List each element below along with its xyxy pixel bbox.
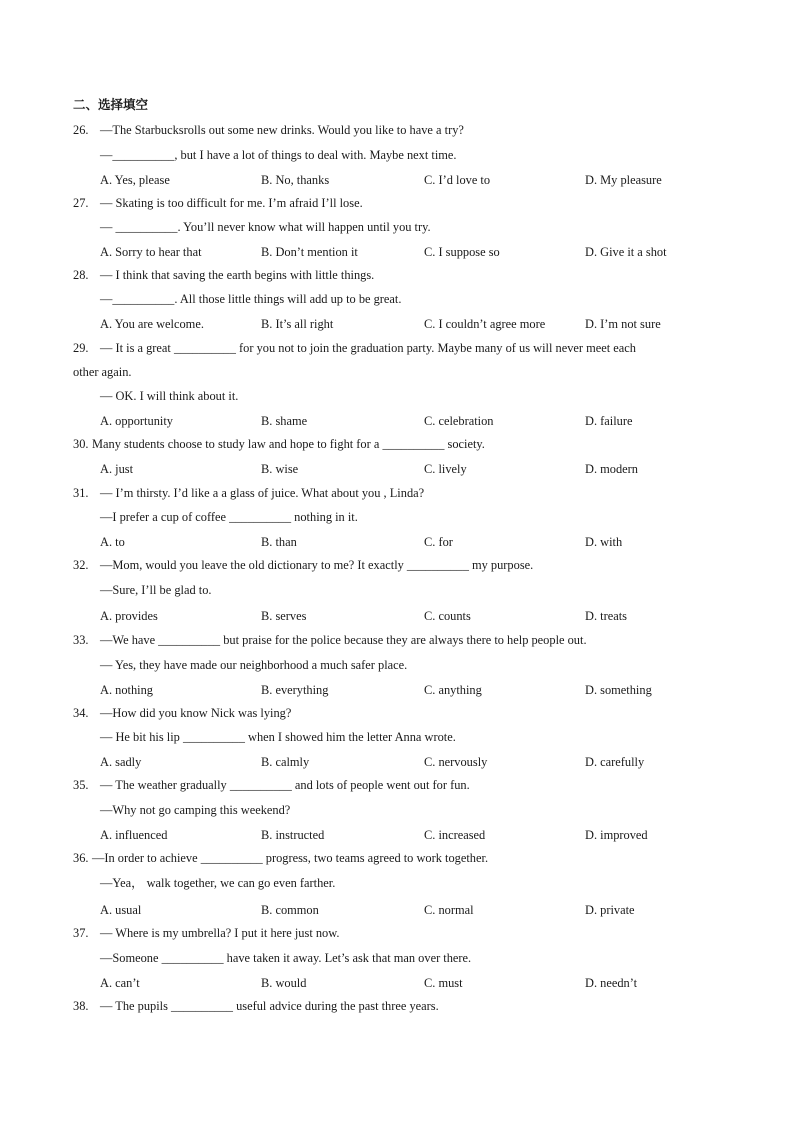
answer-option: D. failure [585,414,633,428]
answer-option: C. nervously [424,755,488,769]
answer-option: D. improved [585,828,648,842]
question-number: 30. [73,437,89,451]
answer-option: B. wise [261,462,299,476]
answer-option: B. instructed [261,828,325,842]
answer-option: B. It’s all right [261,317,334,331]
question-text-line: — I’m thirsty. I’d like a a glass of juice. What about you , Linda? [100,486,425,500]
question-text-line: —In order to achieve __________ progress, two teams agreed to work together. [92,851,489,865]
answer-option: B. than [261,535,297,549]
answer-option: A. can’t [100,976,140,990]
question-text-line: —__________. All those little things will add up to be great. [100,292,402,306]
question-text-line: — Yes, they have made our neighborhood a much safer place. [100,658,408,672]
question-text-line: — Skating is too difficult for me. I’m afraid I’ll lose. [100,196,363,210]
answer-option: D. private [585,903,635,917]
question-number: 32. [73,558,89,572]
question-number: 26. [73,123,89,137]
question-text-line: —How did you know Nick was lying? [100,706,292,720]
question-number: 28. [73,268,89,282]
question-text-line: — OK. I will think about it. [100,389,239,403]
question-text-line: —Yea， walk together, we can go even farther. [100,876,336,890]
answer-option: D. carefully [585,755,645,769]
answer-option: B. Don’t mention it [261,245,358,259]
answer-option: A. usual [100,903,142,917]
answer-option: A. provides [100,609,158,623]
answer-option: A. Sorry to hear that [100,245,202,259]
question-text-line: —Why not go camping this weekend? [100,803,291,817]
answer-option: B. calmly [261,755,310,769]
answer-option: D. Give it a shot [585,245,667,259]
question-text-line: —Mom, would you leave the old dictionary to me? It exactly __________ my purpose. [100,558,534,572]
question-text-line: —__________, but I have a lot of things to deal with. Maybe next time. [100,148,457,162]
question-text-line: — It is a great __________ for you not to join the graduation party. Maybe many of us will never meet each [100,341,636,355]
answer-option: C. I’d love to [424,173,491,187]
section-title: 二、选择填空 [73,97,149,112]
answer-option: D. modern [585,462,638,476]
question-number: 34. [73,706,89,720]
answer-option: B. would [261,976,307,990]
answer-option: C. I couldn’t agree more [424,317,546,331]
answer-option: D. needn’t [585,976,638,990]
answer-option: C. for [424,535,453,549]
answer-option: C. must [424,976,463,990]
answer-option: C. counts [424,609,471,623]
answer-option: B. serves [261,609,307,623]
question-number: 29. [73,341,89,355]
question-text-line: — The pupils __________ useful advice during the past three years. [100,999,439,1013]
question-number: 38. [73,999,89,1013]
answer-option: C. normal [424,903,474,917]
answer-option: C. increased [424,828,486,842]
answer-option: D. something [585,683,652,697]
question-text-line: — __________. You’ll never know what will happen until you try. [100,220,431,234]
answer-option: B. No, thanks [261,173,330,187]
question-text-line: — He bit his lip __________ when I showed him the letter Anna wrote. [100,730,456,744]
answer-option: A. to [100,535,125,549]
answer-option: B. everything [261,683,329,697]
answer-option: C. anything [424,683,482,697]
answer-option: B. common [261,903,319,917]
answer-option: C. lively [424,462,467,476]
question-text-line: —I prefer a cup of coffee __________ nothing in it. [100,510,358,524]
question-text-line: — I think that saving the earth begins with little things. [100,268,375,282]
answer-option: A. opportunity [100,414,173,428]
answer-option: A. sadly [100,755,142,769]
answer-option: A. just [100,462,134,476]
answer-option: A. You are welcome. [100,317,204,331]
answer-option: C. celebration [424,414,494,428]
question-number: 35. [73,778,89,792]
question-text-line: —Someone __________ have taken it away. Let’s ask that man over there. [100,951,472,965]
answer-option: D. with [585,535,623,549]
question-text-line: —We have __________ but praise for the police because they are always there to help people out. [100,633,587,647]
question-text-line: Many students choose to study law and hope to fight for a __________ society. [92,437,485,451]
question-text-line: —Sure, I’ll be glad to. [100,583,212,597]
answer-option: A. nothing [100,683,154,697]
answer-option: C. I suppose so [424,245,500,259]
question-number: 33. [73,633,89,647]
answer-option: D. My pleasure [585,173,662,187]
question-number: 27. [73,196,89,210]
question-number: 37. [73,926,89,940]
answer-option: A. influenced [100,828,168,842]
question-text-line: — The weather gradually __________ and lots of people went out for fun. [100,778,470,792]
answer-option: A. Yes, please [100,173,170,187]
answer-option: D. treats [585,609,627,623]
question-text-line: other again. [73,365,132,379]
answer-option: B. shame [261,414,308,428]
question-number: 36. [73,851,89,865]
question-number: 31. [73,486,89,500]
question-text-line: —The Starbucksrolls out some new drinks. Would you like to have a try? [100,123,464,137]
answer-option: D. I’m not sure [585,317,661,331]
question-text-line: — Where is my umbrella? I put it here just now. [100,926,340,940]
